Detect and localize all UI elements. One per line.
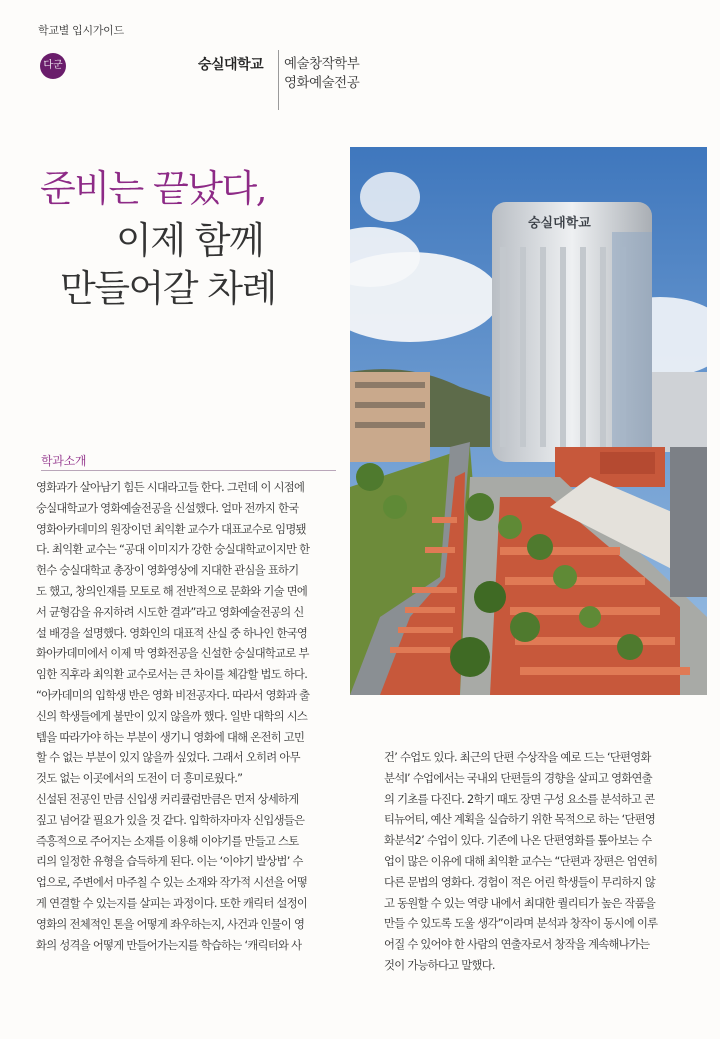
- text-line: 신의 학생들에게 불만이 있지 않을까 했다. 일반 대학의 시스: [36, 709, 308, 723]
- text-line: 업으로, 주변에서 마주칠 수 있는 소재와 작가적 시선을 어떻: [36, 876, 308, 890]
- text-line: 업이 많은 이유에 대해 최익환 교수는 “단편과 장편은 엄연히: [384, 854, 658, 868]
- text-line: 화의 성격을 어떻게 만들어가는지를 학습하는 ‘캐릭터와 사: [36, 938, 302, 952]
- section-title: 학과소개: [41, 454, 87, 468]
- text-line: 템을 따라가야 하는 부분이 생기니 영화에 대해 온전히 고민: [36, 730, 305, 744]
- text-line: 숭실대학교가 영화예술전공을 신설했다. 얼마 전까지 한국: [36, 501, 299, 515]
- text-line: 것이 가능하다고 말했다.: [384, 958, 495, 972]
- campus-photo: [350, 147, 707, 695]
- category-label: 학교별 입시가이드: [38, 24, 124, 37]
- text-line: 서 균형감을 유지하려 시도한 결과”라고 영화예술전공의 신: [36, 605, 304, 619]
- text-line: 화아카데미에서 이제 막 영화전공을 신설한 숭실대학교로 부: [36, 647, 309, 661]
- section-divider: [41, 470, 336, 471]
- text-line: 짚고 넘어갈 필요가 있을 것 같다. 입학하자마자 신입생들은: [36, 813, 305, 827]
- text-line: 도 했고, 창의인재를 모토로 해 전반적으로 문화와 기술 면에: [36, 584, 308, 598]
- text-line: 것도 없는 이곳에서의 도전이 더 흥미로웠다.”: [36, 772, 243, 786]
- school-name: 숭실대학교: [198, 57, 264, 73]
- text-line: 설 배경을 설명했다. 영화인의 대표적 산실 중 하나인 한국영: [36, 626, 308, 640]
- text-line: 영화과가 살아남기 힘든 시대라고들 한다. 그런데 이 시점에: [36, 481, 305, 494]
- text-line: “아카데미의 입학생 반은 영화 비전공자다. 따라서 영화과 출: [36, 688, 310, 702]
- text-line: 즉흥적으로 주어지는 소재를 이용해 이야기를 만들고 스토: [36, 834, 299, 848]
- header-divider: [278, 50, 279, 110]
- text-line: 어질 수 있어야 한 사람의 연출자로서 창작을 계속해나가는: [384, 938, 650, 952]
- text-line: 영화의 전체적인 톤을 어떻게 좌우하는지, 사건과 인물이 영: [36, 917, 305, 931]
- text-line: 분석Ⅰ’ 수업에서는 국내외 단편들의 경향을 살피고 영화연출: [384, 771, 652, 785]
- text-line: 영화아카데미의 원장이던 최익환 교수가 대표교수로 임명됐: [36, 522, 306, 536]
- text-line: 티뉴어티, 예산 계획을 실습하기 위한 목적으로 하는 ‘단편영: [384, 813, 656, 827]
- text-line: 화분석2’ 수업이 있다. 기존에 나온 단편영화를 톺아보는 수: [384, 834, 652, 848]
- text-line: 게 연결할 수 있는지를 살피는 과정이다. 또한 캐릭터 설정이: [36, 896, 308, 910]
- text-line: 할 수 없는 부분이 있지 않을까 싶었다. 그래서 오히려 아무: [36, 751, 300, 765]
- admission-group-badge: 다군: [40, 53, 66, 79]
- article-column-left: [36, 478, 344, 956]
- headline-line-1: 준비는 끝났다,: [40, 167, 266, 210]
- text-line: 헌수 숭실대학교 총장이 영화영상에 지대한 관심을 표하기: [36, 564, 299, 578]
- text-line: 고 동원할 수 있는 역량 내에서 최대한 퀄리티가 높은 작품을: [384, 896, 656, 910]
- major-name: 영화예술전공: [284, 75, 360, 91]
- department-name: 예술창작학부: [284, 56, 360, 72]
- text-line: 신설된 전공인 만큼 신입생 커리큘럼만큼은 먼저 상세하게: [36, 792, 299, 806]
- text-line: 다른 문법의 영화다. 경험이 적은 어린 학생들이 무리하지 않: [384, 875, 656, 889]
- text-line: 만들 수 있도록 도울 생각”이라며 분석과 창작이 동시에 이루: [384, 917, 658, 931]
- text-line: 다. 최익환 교수는 “공대 이미지가 강한 숭실대학교이지만 한: [36, 543, 310, 557]
- headline-line-2: 이제 함께: [116, 219, 264, 262]
- headline-line-3: 만들어갈 차례: [60, 267, 276, 310]
- text-line: 건’ 수업도 있다. 최근의 단편 수상작을 예로 드는 ‘단편영화: [384, 751, 651, 764]
- article-column-right: [384, 748, 714, 977]
- text-line: 의 기초를 다진다. 2학기 때도 장면 구성 요소를 분석하고 콘: [384, 792, 655, 806]
- text-line: 임한 직후라 최익환 교수로서는 큰 차이를 체감할 법도 하다.: [36, 668, 308, 682]
- campus-sign: 숭실대학교: [528, 216, 591, 231]
- text-line: 리의 일정한 유형을 습득하게 된다. 이는 ‘이야기 발상법’ 수: [36, 855, 303, 869]
